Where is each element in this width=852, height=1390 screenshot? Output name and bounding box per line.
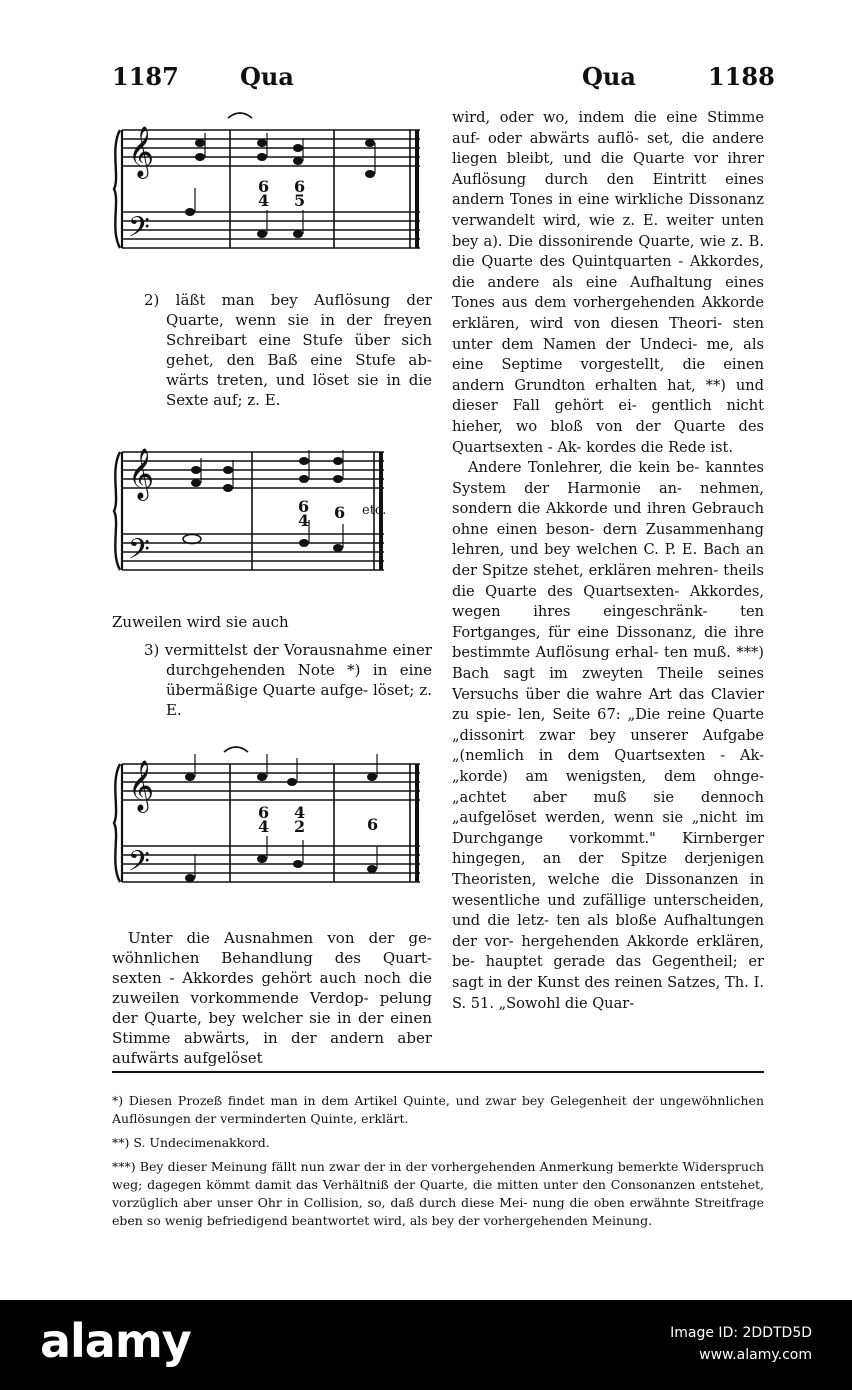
paragraph-right-a: wird, oder wo, indem die eine Stimme auf- oder abwärts auflö- set, die andere liegen bleibt, und die Quarte vor ihrer Auflösung durch den Eintritt eines andern Tones in eine wirkliche Dissonanz verwandelt wird, wie z. E. weiter unten bey a). Die dissonirende Quarte, wie z. B. die Quarte des Quintquarten - Akkordes, die andere als eine Aufhaltung eines Tones aus dem vorhergehenden Akkorde erklären, wird von diesen Theori- sten unter dem Namen der Undeci- me, als eine Septime vorgestellt, die einen andern Grundton erhalten hat, **) und dieser Fall gehört ei- gentlich nicht hieher, wo bloß von der Quarte des Quartsexten - Ak- kordes die Rede ist. bbox=[452, 109, 764, 456]
music-example-2 bbox=[112, 430, 432, 602]
paragraph-right-b: Andere Tonlehrer, die kein be- kanntes System der Harmonie an- nehmen, sondern die Akkorde und ihren Gebrauch ohne einen beson- dern Zusammenhang lehren, und bey welchen C. P. E. Bach an der Spitze stehet, erklären mehren- theils die Quarte des Quartsexten- Akkordes, wegen ihres eingeschränk- ten Fortganges, für eine Dissonanz, die ihre bestimmte Auflösung erhal- ten muß. ***) Bach sagt im zweyten Theile seines Versuchs über die wahre Art das Clavier zu spie- len, Seite 67: „Die reine Quarte „dissonirt zwar bey unserer Aufgabe „(nemlich in dem Quartsexten - Ak- „korde) am wenigsten, dem ohnge- „achtet aber muß sie dennoch „aufgelöset werden, wenn sie „nicht im Durchgange vorkommt." Kirnberger hingegen, an der Spitze derjenigen Theoristen, welche die Dissonanzen in wesentliche und zufällige unterscheiden, und die letz- ten als bloße Aufhaltungen der vor- hergehenden Akkorde erklären, be- hauptet gerade das Gegentheil; er sagt in der Kunst des reinen Satzes, Th. I. S. 51. „Sowohl die Quar- bbox=[452, 459, 764, 1012]
stock-watermark-banner bbox=[0, 1300, 852, 1390]
page-number-right: 1188 bbox=[708, 62, 775, 91]
watermark-url: www.alamy.com bbox=[699, 1347, 812, 1363]
figure-3b-bottom: 2 bbox=[294, 817, 306, 836]
figure-2-top: 6 bbox=[298, 497, 310, 516]
figure-1b-bottom: 5 bbox=[294, 191, 306, 210]
paragraph-3: 3) vermittelst der Vorausnahme einer durchgehenden Note *) in eine übermäßige Quarte aufge- löset; z. E. bbox=[144, 641, 432, 719]
footnote-rule bbox=[112, 1071, 764, 1073]
svg-text:𝄞: 𝄞 bbox=[128, 448, 155, 499]
page-number-left: 1187 bbox=[112, 62, 179, 91]
figure-3b-top: 4 bbox=[294, 803, 306, 822]
footnote-3: ***) Bey dieser Meinung fällt nun zwar der in der vorhergehenden Anmerkung bemerkte Widerspruch weg; dagegen kömmt damit das Verhältniß der Quarte, die mitten unter den Consonanzen entstehet, vorzüglich aber unser Ohr in Collision, so, daß durch diese Mei- nung die oben erwähnte Streitfrage eben so wenig befriedigend beantwortet wird, als bey der vorhergehenden Meinung. bbox=[112, 1159, 764, 1228]
watermark-info bbox=[670, 1322, 812, 1366]
svg-text:𝄢: 𝄢 bbox=[128, 533, 150, 573]
footnote-1: *) Diesen Prozeß findet man in dem Artikel Quinte, und zwar bey Gelegenheit der ungewöhnlichen Auflösungen der verminderten Quinte, erklärt. bbox=[112, 1093, 764, 1126]
example-2-etc: etc. bbox=[362, 503, 387, 518]
svg-text:𝄢: 𝄢 bbox=[128, 845, 150, 885]
footnotes bbox=[112, 1092, 764, 1236]
zuweilen-line: Zuweilen wird sie auch bbox=[112, 613, 289, 631]
music-example-1 bbox=[112, 108, 432, 280]
svg-text:𝄞: 𝄞 bbox=[128, 760, 155, 811]
image-id: Image ID: 2DDTD5D bbox=[670, 1325, 812, 1341]
figure-1-top: 6 bbox=[258, 177, 270, 196]
music-example-3 bbox=[112, 742, 432, 914]
figure-1b-top: 6 bbox=[294, 177, 306, 196]
alamy-logo: alamy bbox=[40, 1314, 191, 1368]
left-column bbox=[112, 108, 432, 1068]
svg-text:𝄢: 𝄢 bbox=[128, 211, 150, 251]
figure-1-bottom: 4 bbox=[258, 191, 270, 210]
figure-3-bottom: 4 bbox=[258, 817, 270, 836]
figure-3-top: 6 bbox=[258, 803, 270, 822]
paragraph-ausnahmen: Unter die Ausnahmen von der ge- wöhnlichen Behandlung des Quart- sexten - Akkordes gehört auch noch die zuweilen vorkommende Verdop- pelung der Quarte, bey welcher sie in der einen Stimme abwärts, in der andern aber aufwärts aufgelöset bbox=[112, 929, 432, 1067]
footnote-2: **) S. Undecimenakkord. bbox=[112, 1135, 270, 1150]
running-header bbox=[112, 62, 775, 98]
running-title-right: Qua bbox=[582, 62, 636, 91]
figure-2b: 6 bbox=[334, 503, 346, 522]
running-title-left: Qua bbox=[240, 62, 294, 91]
right-column bbox=[452, 108, 764, 1014]
svg-text:𝄞: 𝄞 bbox=[128, 126, 155, 177]
paragraph-2: 2) läßt man bey Auflösung der Quarte, wenn sie in der freyen Schreibart eine Stufe über sich gehet, den Baß eine Stufe ab- wärts treten, und löset sie in die Sexte auf; z. E. bbox=[144, 291, 432, 409]
figure-2-bottom: 4 bbox=[298, 511, 310, 530]
figure-3c: 6 bbox=[367, 815, 379, 834]
